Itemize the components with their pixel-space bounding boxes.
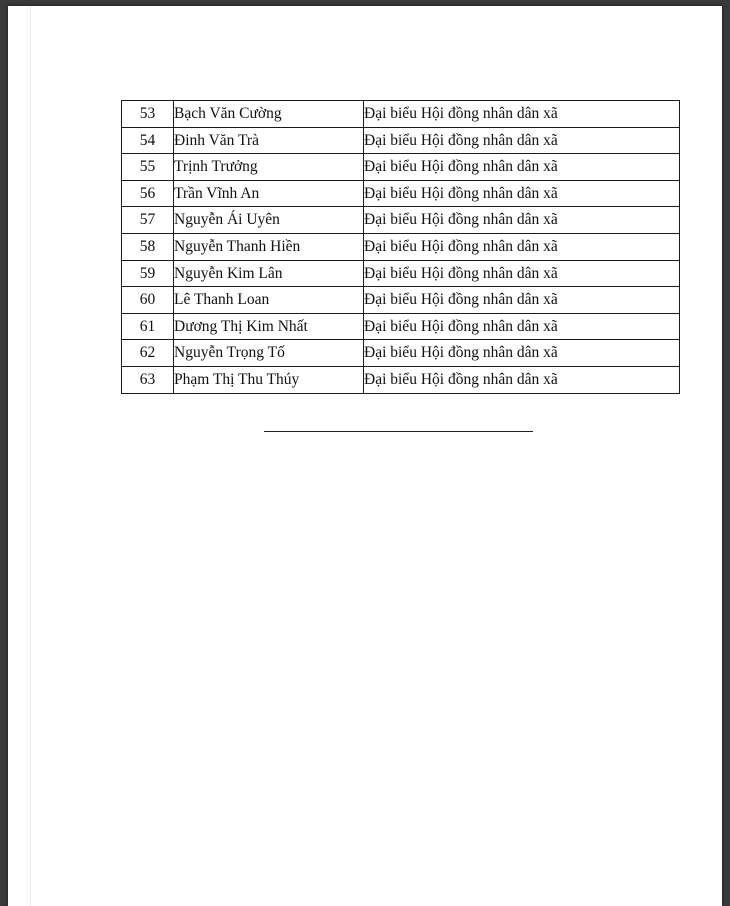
- document-end-divider: [264, 431, 533, 432]
- table-row: [122, 127, 680, 154]
- members-table: [121, 100, 680, 394]
- member-role: Đại biểu Hội đồng nhân dân xã: [364, 366, 680, 393]
- member-role: Đại biểu Hội đồng nhân dân xã: [364, 260, 680, 287]
- row-number: 53: [122, 101, 174, 128]
- page-fold-line: [30, 6, 31, 906]
- table-row: [122, 154, 680, 181]
- table-row: [122, 366, 680, 393]
- row-number: 57: [122, 207, 174, 234]
- member-name: Dương Thị Kim Nhất: [174, 313, 364, 340]
- table-row: [122, 287, 680, 314]
- member-name: Phạm Thị Thu Thúy: [174, 366, 364, 393]
- table-row: [122, 233, 680, 260]
- member-name: Nguyễn Thanh Hiền: [174, 233, 364, 260]
- member-name: Lê Thanh Loan: [174, 287, 364, 314]
- document-page: [8, 6, 722, 906]
- member-role: Đại biểu Hội đồng nhân dân xã: [364, 233, 680, 260]
- member-name: Trần Vĩnh An: [174, 180, 364, 207]
- table-row: [122, 101, 680, 128]
- table-row: [122, 207, 680, 234]
- row-number: 62: [122, 340, 174, 367]
- row-number: 60: [122, 287, 174, 314]
- member-role: Đại biểu Hội đồng nhân dân xã: [364, 101, 680, 128]
- member-role: Đại biểu Hội đồng nhân dân xã: [364, 207, 680, 234]
- row-number: 61: [122, 313, 174, 340]
- member-name: Nguyễn Trọng Tố: [174, 340, 364, 367]
- row-number: 54: [122, 127, 174, 154]
- member-role: Đại biểu Hội đồng nhân dân xã: [364, 180, 680, 207]
- member-name: Đinh Văn Trà: [174, 127, 364, 154]
- member-name: Trịnh Trưởng: [174, 154, 364, 181]
- member-role: Đại biểu Hội đồng nhân dân xã: [364, 154, 680, 181]
- table-row: [122, 340, 680, 367]
- member-role: Đại biểu Hội đồng nhân dân xã: [364, 127, 680, 154]
- member-role: Đại biểu Hội đồng nhân dân xã: [364, 287, 680, 314]
- member-name: Nguyễn Kim Lân: [174, 260, 364, 287]
- member-role: Đại biểu Hội đồng nhân dân xã: [364, 313, 680, 340]
- member-role: Đại biểu Hội đồng nhân dân xã: [364, 340, 680, 367]
- row-number: 59: [122, 260, 174, 287]
- member-name: Bạch Văn Cường: [174, 101, 364, 128]
- table-row: [122, 313, 680, 340]
- row-number: 55: [122, 154, 174, 181]
- member-name: Nguyễn Ái Uyên: [174, 207, 364, 234]
- row-number: 56: [122, 180, 174, 207]
- table-row: [122, 260, 680, 287]
- row-number: 63: [122, 366, 174, 393]
- row-number: 58: [122, 233, 174, 260]
- table-row: [122, 180, 680, 207]
